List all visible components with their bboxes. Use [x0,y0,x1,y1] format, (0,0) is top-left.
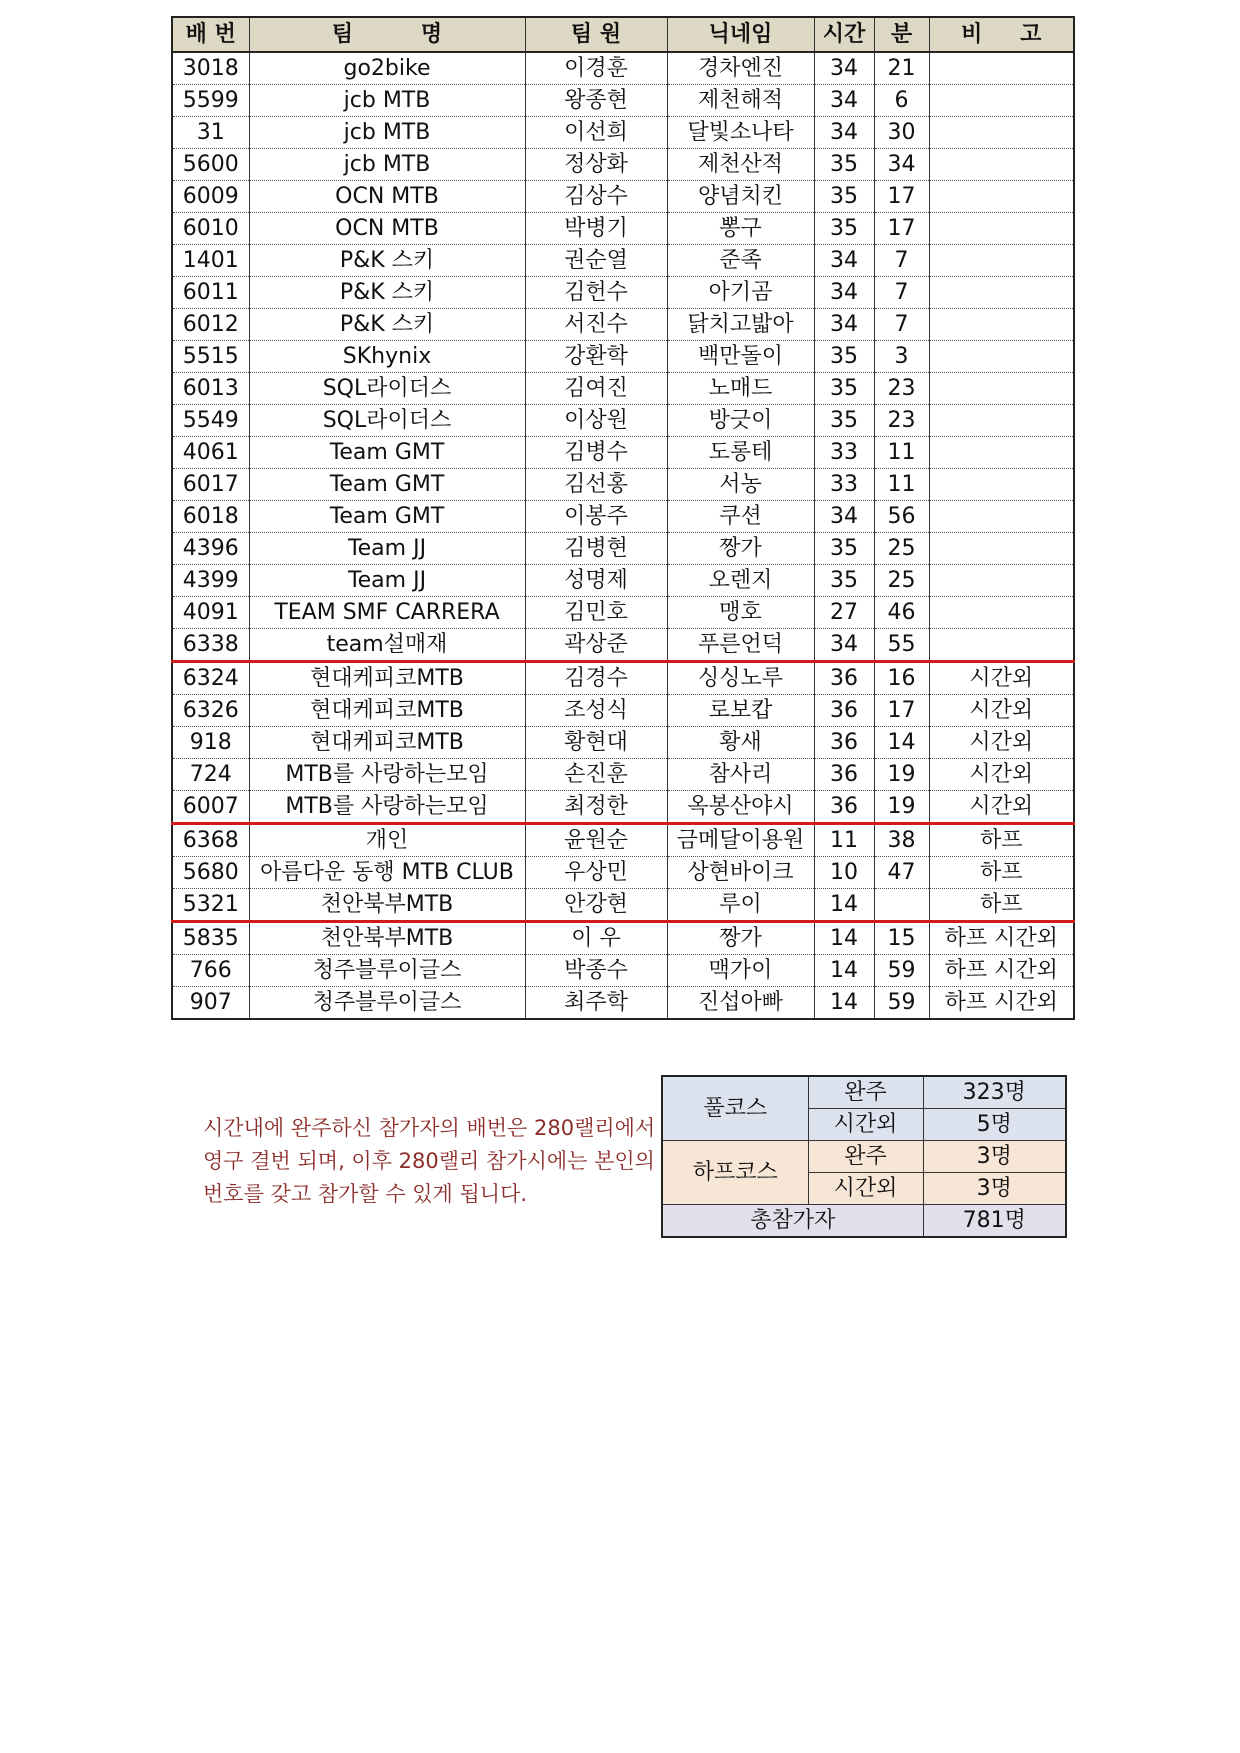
cell-member: 왕종현 [525,85,667,117]
cell-member: 이선희 [525,117,667,149]
cell-note [929,469,1074,501]
cell-team: team설매재 [249,629,525,662]
table-row [172,309,1074,341]
table-row [172,791,1074,824]
cell-bib: 5599 [172,85,249,117]
cell-member: 서진수 [525,309,667,341]
cell-team: Team GMT [249,437,525,469]
cell-nickname: 오렌지 [667,565,814,597]
cell-note: 하프 [929,857,1074,889]
cell-team: 현대케피코MTB [249,695,525,727]
table-row [172,955,1074,987]
cell-nickname: 제천해적 [667,85,814,117]
cell-note [929,373,1074,405]
cell-nickname: 도롱테 [667,437,814,469]
cell-bib: 5549 [172,405,249,437]
cell-bib: 4396 [172,533,249,565]
cell-team: Team GMT [249,501,525,533]
table-row [172,629,1074,662]
cell-nickname: 방긋이 [667,405,814,437]
cell-member: 손진훈 [525,759,667,791]
table-row [172,52,1074,85]
cell-nickname: 상현바이크 [667,857,814,889]
header-hour: 시간 [814,17,874,52]
cell-team: 청주블루이글스 [249,987,525,1020]
cell-minute: 7 [874,277,929,309]
cell-member: 김병수 [525,437,667,469]
cell-member: 우상민 [525,857,667,889]
cell-member: 윤원순 [525,824,667,857]
header-bib: 배 번 [172,17,249,52]
table-row [172,565,1074,597]
cell-team: TEAM SMF CARRERA [249,597,525,629]
cell-team: SQL라이더스 [249,405,525,437]
full-course-label: 풀코스 [662,1076,808,1141]
full-overtime-label: 시간외 [808,1109,923,1141]
cell-member: 최정한 [525,791,667,824]
cell-note [929,213,1074,245]
cell-hour: 14 [814,889,874,922]
cell-note [929,405,1074,437]
cell-bib: 5680 [172,857,249,889]
cell-bib: 6324 [172,662,249,695]
table-row [172,149,1074,181]
table-row [172,437,1074,469]
cell-minute: 23 [874,373,929,405]
cell-hour: 35 [814,213,874,245]
cell-member: 김여진 [525,373,667,405]
cell-hour: 36 [814,759,874,791]
cell-bib: 6013 [172,373,249,405]
cell-minute: 46 [874,597,929,629]
cell-member: 이상원 [525,405,667,437]
cell-bib: 6009 [172,181,249,213]
cell-nickname: 금메달이용원 [667,824,814,857]
results-body [172,52,1074,1019]
table-row [172,341,1074,373]
cell-team: 현대케피코MTB [249,727,525,759]
cell-note [929,117,1074,149]
cell-note [929,85,1074,117]
cell-team: Team JJ [249,533,525,565]
cell-nickname: 아기곰 [667,277,814,309]
cell-minute: 14 [874,727,929,759]
cell-hour: 27 [814,597,874,629]
cell-team: 개인 [249,824,525,857]
table-row [172,405,1074,437]
cell-team: go2bike [249,52,525,85]
cell-minute: 11 [874,437,929,469]
cell-minute: 59 [874,987,929,1020]
cell-note [929,629,1074,662]
cell-note [929,52,1074,85]
cell-bib: 5835 [172,922,249,955]
cell-team: 청주블루이글스 [249,955,525,987]
cell-bib: 5515 [172,341,249,373]
cell-note [929,501,1074,533]
cell-member: 김선홍 [525,469,667,501]
table-row [172,922,1074,955]
cell-hour: 14 [814,987,874,1020]
table-row [172,889,1074,922]
cell-nickname: 달빛소나타 [667,117,814,149]
cell-bib: 6338 [172,629,249,662]
total-value: 781명 [923,1205,1066,1238]
cell-member: 안강현 [525,889,667,922]
cell-nickname: 맹호 [667,597,814,629]
cell-bib: 4091 [172,597,249,629]
cell-member: 김경수 [525,662,667,695]
cell-hour: 34 [814,52,874,85]
cell-note [929,437,1074,469]
cell-hour: 36 [814,791,874,824]
cell-note [929,597,1074,629]
cell-nickname: 참사리 [667,759,814,791]
cell-team: Team GMT [249,469,525,501]
cell-team: jcb MTB [249,85,525,117]
cell-team: MTB를 사랑하는모임 [249,791,525,824]
table-row [172,373,1074,405]
cell-nickname: 로보캅 [667,695,814,727]
cell-nickname: 진섭아빠 [667,987,814,1020]
cell-nickname: 황새 [667,727,814,759]
cell-nickname: 쿠션 [667,501,814,533]
cell-note: 시간외 [929,695,1074,727]
cell-hour: 36 [814,727,874,759]
summary-half-finish-row [662,1141,1066,1173]
cell-minute: 30 [874,117,929,149]
cell-minute: 56 [874,501,929,533]
cell-bib: 31 [172,117,249,149]
cell-bib: 6018 [172,501,249,533]
cell-member: 조성식 [525,695,667,727]
cell-member: 권순열 [525,245,667,277]
cell-member: 이 우 [525,922,667,955]
cell-minute [874,889,929,922]
cell-nickname: 뽕구 [667,213,814,245]
cell-member: 이봉주 [525,501,667,533]
cell-minute: 17 [874,213,929,245]
results-header-row [172,17,1074,52]
table-row [172,469,1074,501]
cell-member: 곽상준 [525,629,667,662]
cell-hour: 34 [814,245,874,277]
half-overtime-value: 3명 [923,1173,1066,1205]
cell-nickname: 경차엔진 [667,52,814,85]
cell-note: 시간외 [929,727,1074,759]
cell-member: 이경훈 [525,52,667,85]
cell-member: 김민호 [525,597,667,629]
cell-hour: 34 [814,117,874,149]
cell-bib: 3018 [172,52,249,85]
cell-member: 박종수 [525,955,667,987]
cell-note [929,149,1074,181]
cell-bib: 6010 [172,213,249,245]
cell-team: P&K 스키 [249,309,525,341]
cell-note [929,533,1074,565]
cell-bib: 907 [172,987,249,1020]
cell-note: 하프 시간외 [929,987,1074,1020]
cell-team: Team JJ [249,565,525,597]
cell-nickname: 싱싱노루 [667,662,814,695]
header-team: 팀 명 [249,17,525,52]
header-member: 팀 원 [525,17,667,52]
cell-bib: 6007 [172,791,249,824]
cell-team: P&K 스키 [249,277,525,309]
cell-minute: 11 [874,469,929,501]
cell-nickname: 준족 [667,245,814,277]
table-row [172,277,1074,309]
cell-minute: 6 [874,85,929,117]
cell-note: 시간외 [929,662,1074,695]
cell-hour: 35 [814,565,874,597]
cell-note [929,309,1074,341]
cell-member: 성명제 [525,565,667,597]
cell-bib: 5600 [172,149,249,181]
cell-nickname: 짱가 [667,533,814,565]
cell-minute: 19 [874,791,929,824]
total-label: 총참가자 [662,1205,923,1238]
half-course-label: 하프코스 [662,1141,808,1205]
table-row [172,824,1074,857]
header-note: 비 고 [929,17,1074,52]
table-row [172,533,1074,565]
summary-table [661,1075,1067,1238]
table-row [172,759,1074,791]
cell-nickname: 닭치고밟아 [667,309,814,341]
cell-hour: 33 [814,469,874,501]
cell-bib: 4061 [172,437,249,469]
cell-team: MTB를 사랑하는모임 [249,759,525,791]
cell-bib: 724 [172,759,249,791]
table-row [172,501,1074,533]
cell-bib: 6326 [172,695,249,727]
cell-hour: 34 [814,501,874,533]
cell-hour: 35 [814,405,874,437]
cell-note [929,181,1074,213]
cell-member: 강환학 [525,341,667,373]
cell-bib: 4399 [172,565,249,597]
cell-nickname: 백만돌이 [667,341,814,373]
table-row [172,727,1074,759]
cell-hour: 11 [814,824,874,857]
header-nickname: 닉네임 [667,17,814,52]
cell-nickname: 옥봉산야시 [667,791,814,824]
full-overtime-value: 5명 [923,1109,1066,1141]
cell-nickname: 루이 [667,889,814,922]
cell-minute: 23 [874,405,929,437]
cell-member: 김병현 [525,533,667,565]
table-row [172,85,1074,117]
cell-bib: 6011 [172,277,249,309]
cell-team: OCN MTB [249,181,525,213]
cell-minute: 17 [874,695,929,727]
cell-bib: 6368 [172,824,249,857]
cell-team: 천안북부MTB [249,922,525,955]
cell-member: 김상수 [525,181,667,213]
cell-member: 황현대 [525,727,667,759]
cell-member: 박병기 [525,213,667,245]
cell-hour: 35 [814,181,874,213]
cell-bib: 1401 [172,245,249,277]
cell-hour: 34 [814,85,874,117]
table-row [172,181,1074,213]
cell-nickname: 노매드 [667,373,814,405]
cell-minute: 15 [874,922,929,955]
cell-team: jcb MTB [249,149,525,181]
cell-team: SQL라이더스 [249,373,525,405]
cell-bib: 6017 [172,469,249,501]
cell-team: 현대케피코MTB [249,662,525,695]
cell-minute: 25 [874,533,929,565]
cell-team: 천안북부MTB [249,889,525,922]
cell-hour: 36 [814,662,874,695]
table-row [172,987,1074,1020]
header-minute: 분 [874,17,929,52]
table-row [172,662,1074,695]
cell-minute: 21 [874,52,929,85]
cell-bib: 918 [172,727,249,759]
cell-minute: 3 [874,341,929,373]
cell-minute: 7 [874,309,929,341]
cell-hour: 34 [814,629,874,662]
cell-minute: 16 [874,662,929,695]
cell-hour: 35 [814,533,874,565]
cell-member: 김헌수 [525,277,667,309]
table-row [172,117,1074,149]
cell-note: 시간외 [929,759,1074,791]
cell-bib: 766 [172,955,249,987]
cell-note: 하프 시간외 [929,922,1074,955]
full-finish-value: 323명 [923,1076,1066,1109]
cell-team: P&K 스키 [249,245,525,277]
cell-nickname: 맥가이 [667,955,814,987]
cell-minute: 59 [874,955,929,987]
cell-hour: 34 [814,277,874,309]
cell-bib: 5321 [172,889,249,922]
cell-note [929,277,1074,309]
cell-note: 시간외 [929,791,1074,824]
cell-team: jcb MTB [249,117,525,149]
cell-minute: 55 [874,629,929,662]
cell-minute: 34 [874,149,929,181]
cell-member: 최주학 [525,987,667,1020]
cell-hour: 35 [814,341,874,373]
cell-minute: 47 [874,857,929,889]
cell-nickname: 양념치킨 [667,181,814,213]
half-overtime-label: 시간외 [808,1173,923,1205]
participant-note: 시간내에 완주하신 참가자의 배번은 280랠리에서 영구 결번 되며, 이후 280랠리 참가시에는 본인의 번호를 갖고 참가할 수 있게 됩니다. [203,1116,656,1206]
cell-note: 하프 [929,824,1074,857]
cell-member: 정상화 [525,149,667,181]
cell-note [929,341,1074,373]
cell-minute: 38 [874,824,929,857]
cell-note [929,565,1074,597]
cell-minute: 17 [874,181,929,213]
half-finish-value: 3명 [923,1141,1066,1173]
cell-nickname: 푸른언덕 [667,629,814,662]
summary-total-row [662,1205,1066,1238]
table-row [172,245,1074,277]
results-table [171,16,1075,1020]
cell-hour: 34 [814,309,874,341]
cell-nickname: 짱가 [667,922,814,955]
cell-note [929,245,1074,277]
cell-nickname: 서농 [667,469,814,501]
cell-hour: 10 [814,857,874,889]
table-row [172,597,1074,629]
cell-minute: 25 [874,565,929,597]
cell-team: 아름다운 동행 MTB CLUB [249,857,525,889]
cell-team: OCN MTB [249,213,525,245]
cell-hour: 33 [814,437,874,469]
table-row [172,695,1074,727]
cell-hour: 14 [814,922,874,955]
summary-full-finish-row [662,1076,1066,1109]
table-row [172,213,1074,245]
cell-team: SKhynix [249,341,525,373]
cell-hour: 35 [814,149,874,181]
cell-hour: 36 [814,695,874,727]
cell-minute: 7 [874,245,929,277]
cell-minute: 19 [874,759,929,791]
cell-note: 하프 시간외 [929,955,1074,987]
cell-hour: 35 [814,373,874,405]
cell-bib: 6012 [172,309,249,341]
cell-note: 하프 [929,889,1074,922]
table-row [172,857,1074,889]
cell-hour: 14 [814,955,874,987]
full-finish-label: 완주 [808,1076,923,1109]
half-finish-label: 완주 [808,1141,923,1173]
cell-nickname: 제천산적 [667,149,814,181]
